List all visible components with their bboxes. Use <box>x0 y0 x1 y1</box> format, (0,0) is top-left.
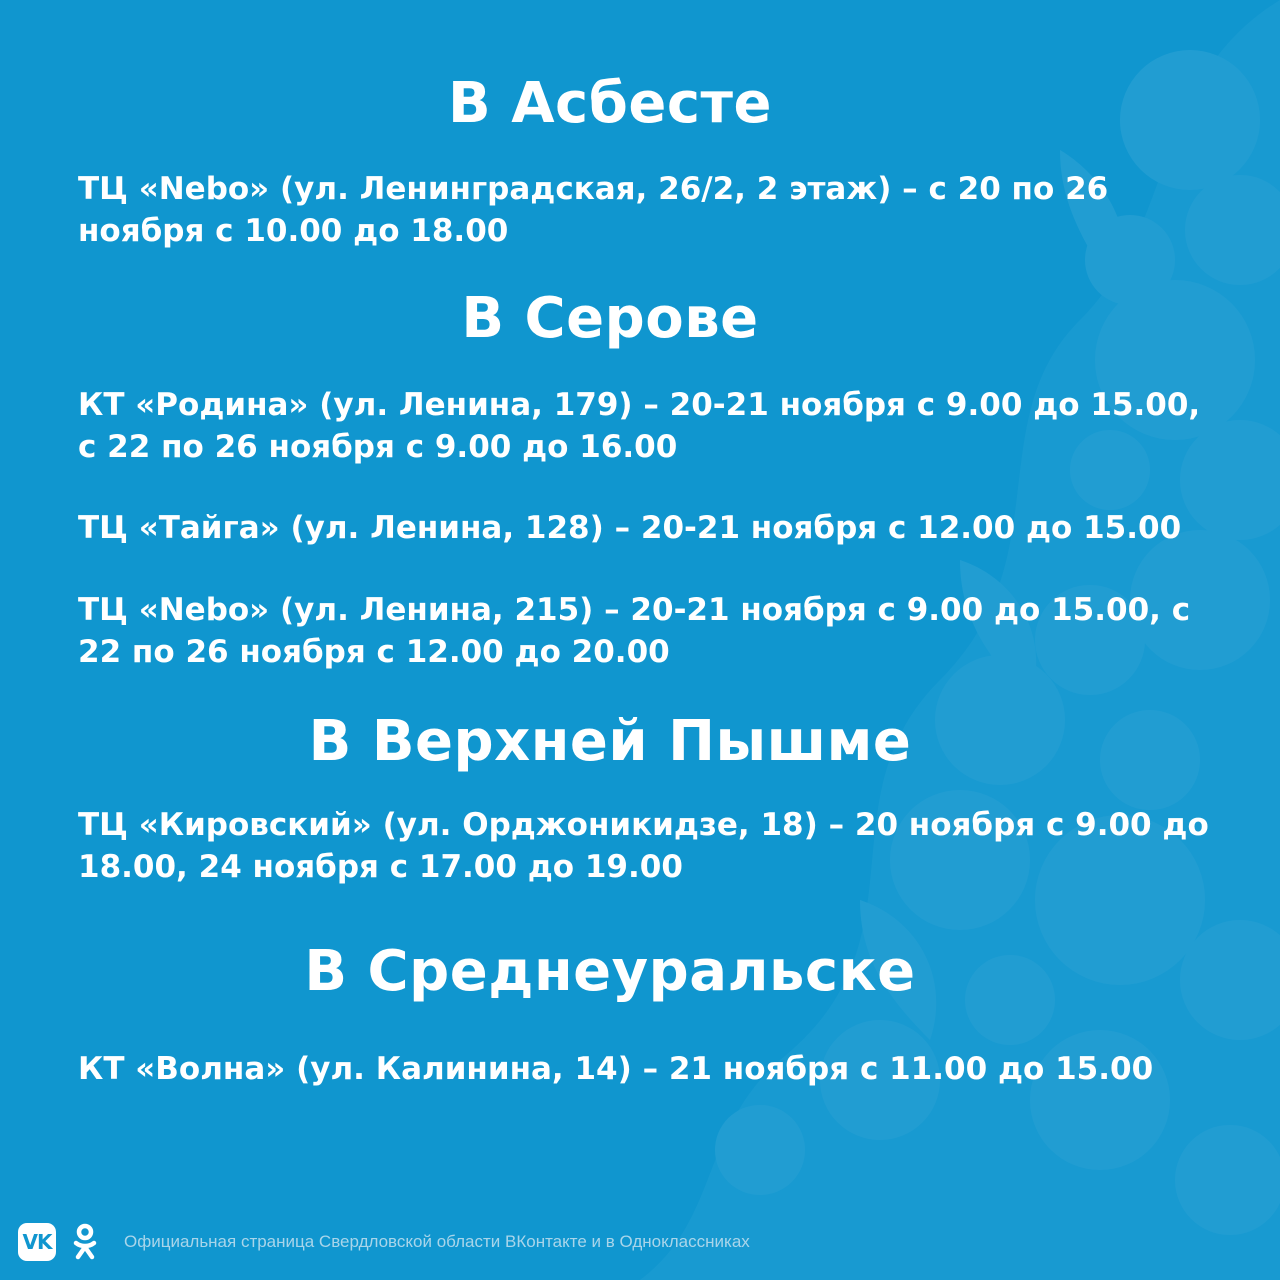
location-entry: ТЦ «Nebo» (ул. Ленина, 215) – 20-21 ноября с 9.00 до 15.00, с 22 по 26 ноября с 12.00 до 20.00 <box>78 592 1191 670</box>
vk-logo-icon[interactable] <box>18 1223 56 1261</box>
city-heading-sredneuralsk: В Среднеуральске <box>304 939 916 1004</box>
location-entry: ТЦ «Тайга» (ул. Ленина, 128) – 20-21 ноября с 12.00 до 15.00 <box>78 510 1182 546</box>
footer-caption: Официальная страница Свердловской области ВКонтакте и в Одноклассниках <box>124 1232 750 1251</box>
odnoklassniki-logo-icon[interactable] <box>70 1223 100 1261</box>
location-entry: КТ «Волна» (ул. Калинина, 14) – 21 ноября с 11.00 до 15.00 <box>78 1051 1154 1087</box>
footer <box>18 1222 750 1262</box>
location-entry: КТ «Родина» (ул. Ленина, 179) – 20-21 ноября с 9.00 до 15.00, с 22 по 26 ноября с 9.00 до 16.00 <box>78 387 1201 465</box>
city-heading-serov: В Серове <box>461 286 759 351</box>
vk-logo-label: VK <box>22 1230 52 1254</box>
city-heading-verkhnyaya-pyshma: В Верхней Пышме <box>308 709 912 774</box>
location-entry: ТЦ «Nebo» (ул. Ленинградская, 26/2, 2 этаж) – с 20 по 26 ноября с 10.00 до 18.00 <box>78 171 1109 249</box>
city-heading-asbest: В Асбесте <box>448 71 772 136</box>
location-entry: ТЦ «Кировский» (ул. Орджоникидзе, 18) – 20 ноября с 9.00 до 18.00, 24 ноября с 17.00 до 19.00 <box>78 807 1209 885</box>
